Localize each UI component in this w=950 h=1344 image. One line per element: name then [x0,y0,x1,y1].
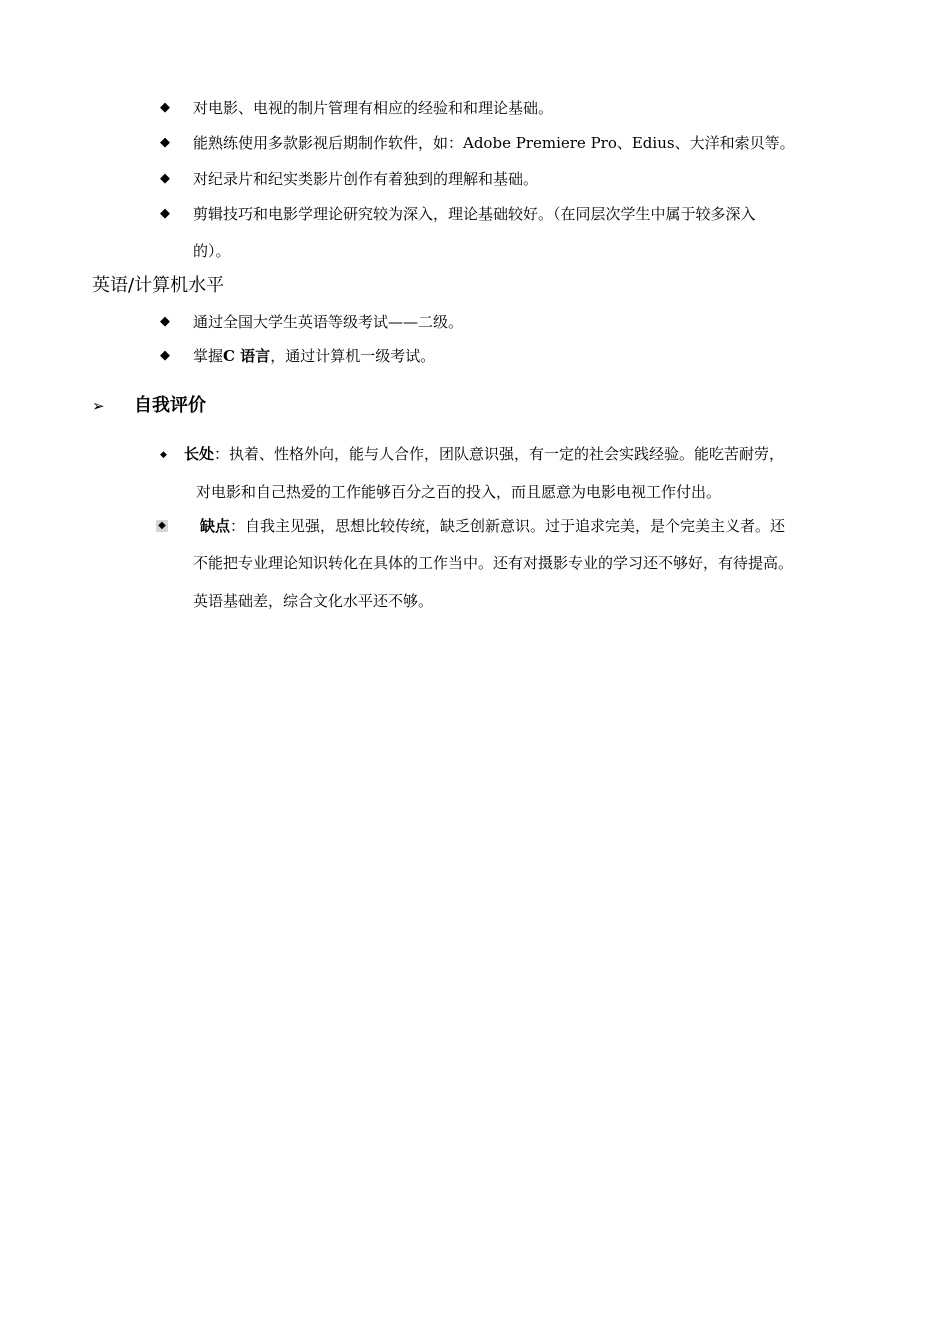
strengths-line-2: 对电影和自己热爱的工作能够百分之百的投入，而且愿意为电影电视工作付出。 [196,483,722,501]
diamond-bullet-icon: ◆ [160,314,170,329]
skill-item-continuation: 的）。 [193,242,231,260]
weakness-label: 缺点 [200,517,231,535]
diamond-bullet-icon: ◆ [160,206,170,221]
small-diamond-bullet-icon: ◆ [160,450,167,460]
language-item: 通过全国大学生英语等级考试——二级。 [193,313,464,331]
skill-item: 剪辑技巧和电影学理论研究较为深入，理论基础较好。（在同层次学生中属于较多深入 [193,205,756,223]
weakness-line-1 [200,516,785,536]
self-evaluation-heading: 自我评价 [134,395,206,416]
diamond-bullet-icon: ◆ [160,348,170,363]
diamond-bullet-icon: ◆ [160,171,170,186]
strengths-label: 长处 [184,445,215,463]
diamond-bullet-icon: ◆ [160,135,170,150]
language-computer-heading: 英语/计算机水平 [92,275,225,296]
skill-item: 对纪录片和纪实类影片创作有着独到的理解和基础。 [193,170,539,188]
computer-item-prefix: 掌握 [193,347,224,365]
computer-item-suffix: ，通过计算机一级考试。 [270,347,436,365]
strengths-line-1 [184,444,784,464]
skill-item: 能熟练使用多款影视后期制作软件，如：Adobe Premiere Pro、Edius、大洋和索贝等。 [193,134,795,152]
diamond-bullet-icon: ◆ [160,100,170,115]
arrow-bullet-icon: ➢ [92,397,105,415]
boxed-diamond-bullet-icon: ◆ [156,520,168,532]
computer-item [193,346,435,366]
c-language-label: C 语言 [223,347,271,365]
weakness-line-3: 英语基础差，综合文化水平还不够。 [193,592,434,610]
weakness-line-2: 不能把专业理论知识转化在具体的工作当中。还有对摄影专业的学习还不够好，有待提高。 [193,554,794,572]
weakness-text: ：自我主见强，思想比较传统，缺乏创新意识。过于追求完美，是个完美主义者。还 [230,517,786,535]
skill-item: 对电影、电视的制片管理有相应的经验和和理论基础。 [193,99,554,117]
strengths-text: ：执着、性格外向，能与人合作，团队意识强，有一定的社会实践经验。能吃苦耐劳， [214,445,785,463]
